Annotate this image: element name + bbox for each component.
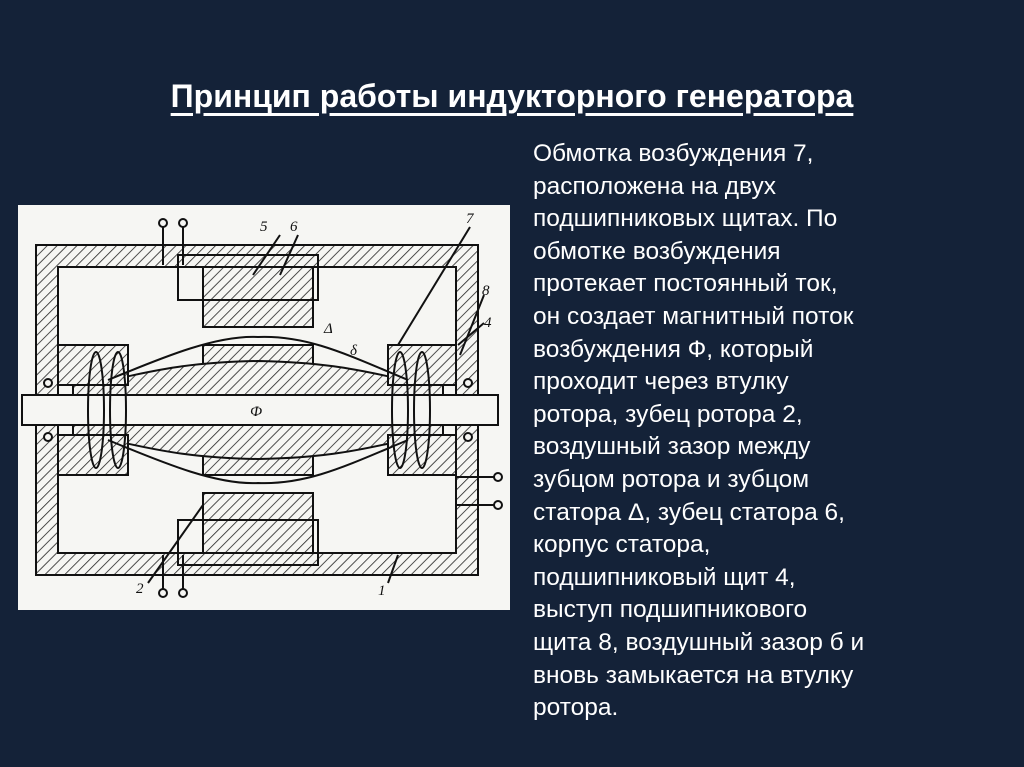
label-delta-small: δ — [350, 343, 357, 359]
generator-cross-section — [18, 205, 510, 610]
stator-tooth-top — [203, 267, 313, 327]
slide-body-text: Обмотка возбуждения 7, расположена на двух подшипниковых щитах. По обмотке возбуждения протекает постоянный ток, он создает магнитный поток возбуждения Ф, который проходит через втулку ротора, зубец ротора 2, воздушный зазор между зубцом ротора и зубцом статора Δ, зубец статора 6, корпус статора, подшипниковый щит 4, выступ подшипникового щита 8, воздушный зазор б и вновь замыкается на втулку ротора. — [533, 140, 865, 722]
generator-diagram — [18, 205, 510, 610]
label-4: 4 — [484, 315, 492, 331]
stator-tooth-bottom — [203, 493, 313, 553]
label-5: 5 — [260, 219, 268, 235]
slide-title — [0, 74, 1024, 118]
bearing-shield-left — [58, 345, 128, 385]
label-1: 1 — [378, 583, 386, 599]
label-8: 8 — [482, 283, 490, 299]
bearing-shield-left-bottom — [58, 435, 128, 475]
label-2: 2 — [136, 581, 144, 597]
label-flux: Ф — [250, 404, 263, 420]
label-7: 7 — [466, 211, 474, 227]
label-delta: Δ — [324, 321, 333, 337]
label-6: 6 — [290, 219, 298, 235]
slide-title-text: Принцип работы индукторного генератора — [170, 78, 854, 114]
